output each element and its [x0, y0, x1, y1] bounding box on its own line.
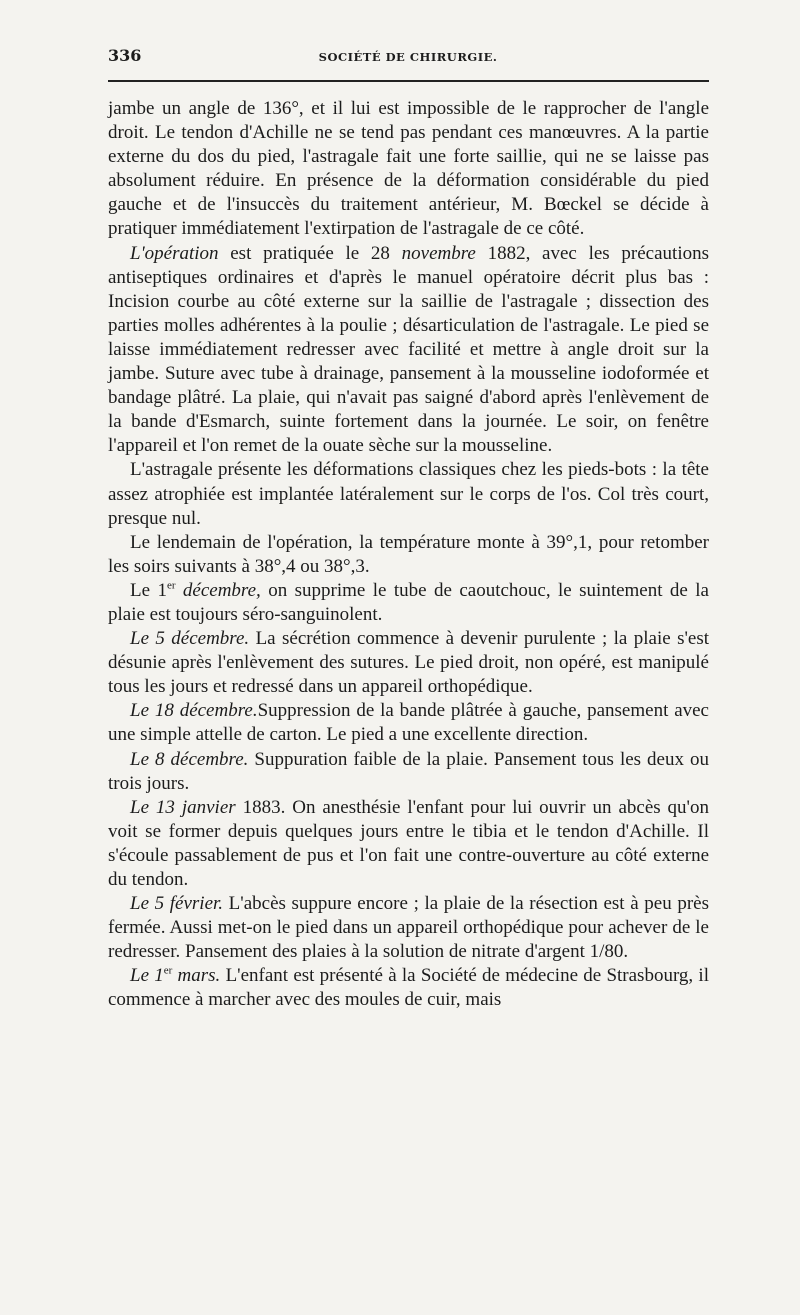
- superscript: er: [163, 965, 173, 978]
- paragraph-lead: Le 1: [130, 579, 167, 601]
- paragraph-text: Le lendemain de l'opération, la température monte à 39°,1, pour retomber les soirs suivants à 38°,4 ou 38°,3.: [108, 531, 709, 577]
- paragraph-lead: Le 5 décembre.: [130, 628, 250, 650]
- paragraph-date: décembre,: [175, 579, 261, 601]
- paragraph-text: est pratiquée le 28: [218, 242, 402, 264]
- paragraph-text: L'abcès suppure encore ; la plaie de la résection est à peu près fermée. Aussi met-on le pied dans un appareil orthopédique pour achever de le redresser. Pansement des plaies à la solution de nitrate d'argent 1/80.: [108, 893, 709, 963]
- paragraph: [108, 892, 709, 964]
- paragraph: [108, 699, 709, 747]
- paragraph-text: on supprime le tube de caoutchouc, le suintement de la plaie est toujours séro-sanguinolent.: [108, 579, 709, 625]
- paragraph: [108, 242, 709, 459]
- paragraph-text: jambe un angle de 136°, et il lui est impossible de le rapprocher de l'angle droit. Le tendon d'Achille ne se tend pas pendant ces manœuvres. A la partie externe du dos du pied, l'astragale fait une forte saillie, qui ne se laisse pas absolument réduire. En présence de la déformation considérable du pied gauche et de l'insuccès du traitement antérieur, M. Bœckel se décide à pratiquer immédiatement l'extirpation de l'astragale de ce côté.: [108, 98, 709, 240]
- paragraph: [108, 579, 709, 627]
- paragraph: [108, 458, 709, 530]
- paragraph-lead: L'opération: [130, 242, 219, 264]
- paragraph-text: Suppression de la bande plâtrée à gauche, pansement avec une simple attelle de carton. Le pied a une excellente direction.: [108, 700, 709, 746]
- paragraph: [108, 748, 709, 796]
- paragraph-text: 1882, avec les précautions antiseptiques ordinaires et d'après le manuel opératoire décrit plus bas : Incision courbe au côté externe sur la saillie de l'astragale ; dissection des parties molles adhérentes à la poulie ; désarticulation de l'astragale. Le pied se laisse immédiatement redresser avec facilité et mettre à angle droit sur la jambe. Suture avec tube à drainage, pansement à la mousseline iodoformée et bandage plâtré. La plaie, qui n'avait pas saigné d'abord après l'enlèvement de la bande d'Esmarch, suinte fortement dans la journée. Le soir, on fenêtre l'appareil et l'on remet de la ouate sèche sur la mousseline.: [108, 242, 709, 457]
- paragraph-date: novembre: [401, 242, 476, 264]
- paragraph: [108, 964, 709, 1012]
- superscript: er: [166, 579, 176, 592]
- paragraph-lead: Le 8 décembre.: [130, 748, 249, 770]
- paragraph-text: Suppuration faible de la plaie. Pansement tous les deux ou trois jours.: [108, 748, 709, 794]
- page-number: 336: [108, 46, 142, 65]
- paragraph-text: L'enfant est présenté à la Société de médecine de Strasbourg, il commence à marcher avec des moules de cuir, mais: [108, 965, 709, 1011]
- running-title: SOCIÉTÉ DE CHIRURGIE.: [318, 50, 498, 64]
- header-rule: [108, 80, 709, 82]
- paragraph-lead: Le 5 février.: [130, 893, 224, 915]
- paragraph: [108, 796, 709, 892]
- paragraph-text: La sécrétion commence à devenir purulente ; la plaie s'est désunie après l'enlèvement des sutures. Le pied droit, non opéré, est manipulé tous les jours et redressé dans un appareil orthopédique.: [108, 628, 709, 698]
- body-text: [108, 97, 709, 1013]
- paragraph-lead: Le 18 décembre.: [130, 700, 258, 722]
- paragraph-text: L'astragale présente les déformations classiques chez les pieds-bots : la tête assez atrophiée est implantée latéralement sur le corps de l'os. Col très court, presque nul.: [108, 459, 709, 529]
- paragraph-lead: Le 13 janvier: [130, 796, 236, 818]
- paragraph: [108, 97, 709, 242]
- paragraph-lead: Le 1: [130, 965, 164, 987]
- page-header: [108, 46, 708, 70]
- paragraph-text: 1883. On anesthésie l'enfant pour lui ouvrir un abcès qu'on voit se former depuis quelques jours entre le tibia et le tendon d'Achille. Il s'écoule passablement de pus et l'on fait une contre-ouverture au côté externe du tendon.: [108, 796, 709, 890]
- paragraph: [108, 531, 709, 579]
- paragraph: [108, 627, 709, 699]
- paragraph-date: mars.: [172, 965, 221, 987]
